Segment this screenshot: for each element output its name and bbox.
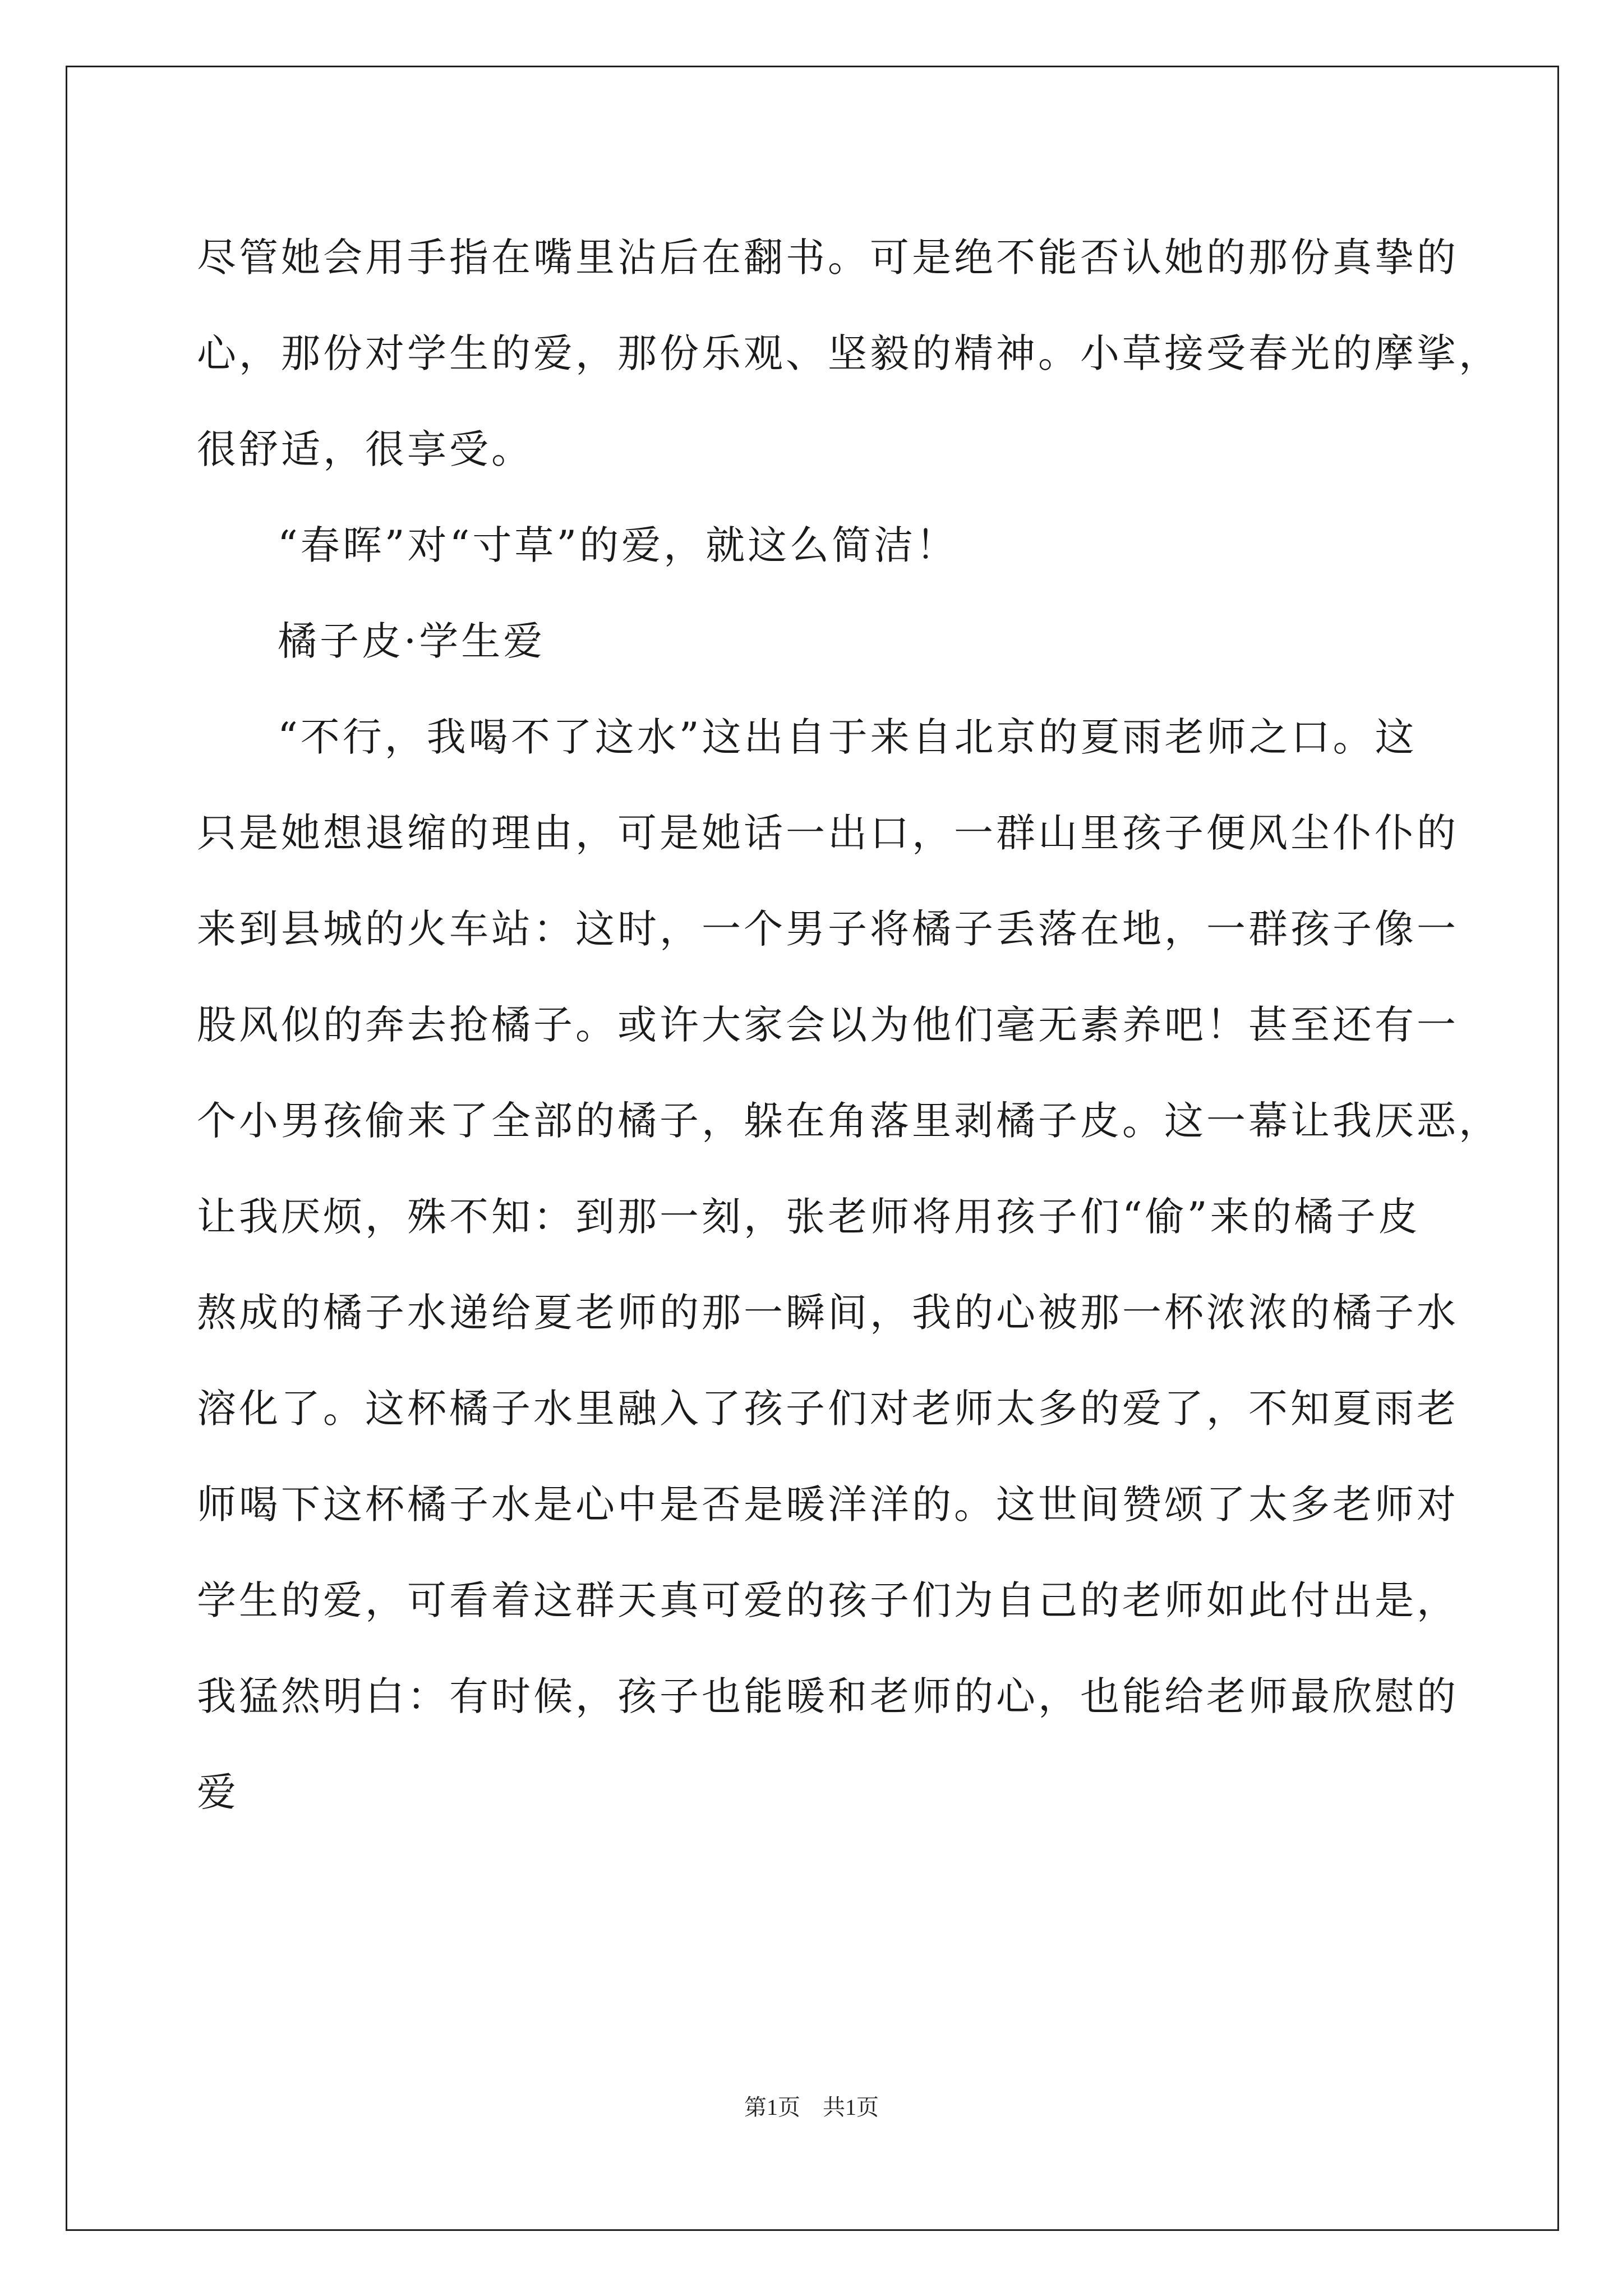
text-line: 熬成的橘子水递给夏老师的那一瞬间，我的心被那一杯浓浓的橘子水 xyxy=(197,1290,1459,1336)
text-line: 我猛然明白：有时候，孩子也能暖和老师的心，也能给老师最欣慰的 xyxy=(197,1673,1459,1719)
text-line: 溶化了。这杯橘子水里融入了孩子们对老师太多的爱了，不知夏雨老 xyxy=(197,1386,1459,1432)
text-line: 只是她想退缩的理由，可是她话一出口，一群山里孩子便风尘仆仆的 xyxy=(197,810,1459,856)
text-line: 让我厌烦，殊不知：到那一刻，张老师将用孩子们“偷”来的橘子皮 xyxy=(197,1194,1421,1240)
paragraph-line: “春晖”对“寸草”的爱，就这么简洁！ xyxy=(278,522,958,568)
page-total: 共1页 xyxy=(823,2095,879,2120)
text-line: 股风似的奔去抢橘子。或许大家会以为他们毫无素养吧！甚至还有一 xyxy=(197,1002,1459,1048)
document-body xyxy=(197,210,1501,1841)
text-line: 心，那份对学生的爱，那份乐观、坚毅的精神。小草接受春光的摩挲， xyxy=(197,330,1501,376)
page-number: 第1页 xyxy=(744,2095,800,2120)
page-footer xyxy=(0,2090,1623,2122)
text-line: 来到县城的火车站：这时，一个男子将橘子丢落在地，一群孩子像一 xyxy=(197,906,1459,952)
text-line: 很舒适，很享受。 xyxy=(197,426,533,472)
section-heading: 橘子皮·学生爱 xyxy=(278,618,546,664)
text-line: 尽管她会用手指在嘴里沾后在翻书。可是绝不能否认她的那份真挚的 xyxy=(197,234,1459,280)
text-line: 爱 xyxy=(197,1769,239,1815)
paragraph-line: “不行，我喝不了这水”这出自于来自北京的夏雨老师之口。这 xyxy=(278,714,1417,760)
text-line: 个小男孩偷来了全部的橘子，躲在角落里剥橘子皮。这一幕让我厌恶， xyxy=(197,1098,1501,1144)
text-line: 学生的爱，可看着这群天真可爱的孩子们为自己的老师如此付出是， xyxy=(197,1577,1459,1623)
text-line: 师喝下这杯橘子水是心中是否是暖洋洋的。这世间赞颂了太多老师对 xyxy=(197,1481,1459,1527)
